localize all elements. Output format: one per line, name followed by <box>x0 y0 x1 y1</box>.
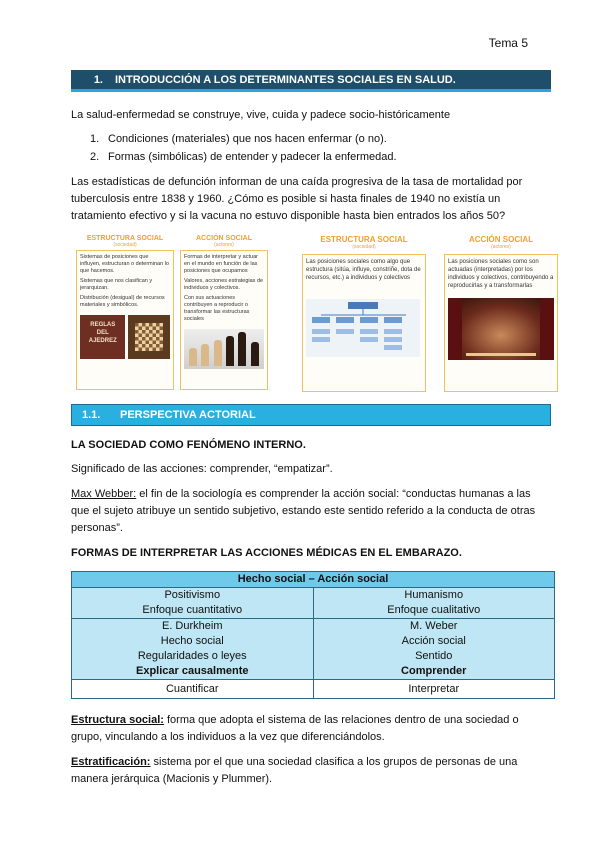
figure-subtitle: (sociedad) <box>352 244 376 250</box>
section-title: INTRODUCCIÓN A LOS DETERMINANTES SOCIALES EN SALUD. <box>115 73 456 86</box>
comparison-table <box>71 571 555 699</box>
table-row <box>72 619 555 680</box>
heading-sociedad: LA SOCIEDAD COMO FENÓMENO INTERNO. <box>71 439 306 451</box>
table-row <box>72 572 555 588</box>
table-cell: Interpretar <box>313 680 555 699</box>
figure-title: ACCIÓN SOCIAL <box>469 235 533 244</box>
section-1-1-heading <box>71 404 551 426</box>
estratificacion-term: Estratificación: <box>71 756 151 768</box>
table-cell: Cuantificar <box>72 680 314 699</box>
stats-paragraph: Las estadísticas de defunción informan de una caída progresiva de la tasa de mortalidad por tuberculosis entre 1838 y 1960. ¿Cómo es posible si hasta finales de 1940 no existía un tratamiento efectivo y si la vacuna no estuvo disponible hasta bien entrados los años 50? <box>71 176 523 222</box>
figure-subtitle: (actores) <box>214 242 234 248</box>
section-title: PERSPECTIVA ACTORIAL <box>120 409 256 421</box>
table-cell: E. Durkheim Hecho social Regularidades o leyes Explicar causalmente <box>72 619 314 680</box>
figure-box: Las posiciones sociales como son actuadas (interpretadas) por los individuos y colectivos, contribuyendo a reproducirlas y a transformarlas <box>444 254 558 392</box>
figure-box: Sistemas de posiciones que influyen, estructuran o determinan lo que hacemos. Sistemas que nos clasifican y jerarquizan. Distribución (desigual) de recursos materiales y simbólicos. REGLAS DEL AJEDREZ <box>76 250 174 390</box>
ordered-list <box>90 131 397 165</box>
figure-title: ESTRUCTURA SOCIAL <box>320 235 408 244</box>
chess-pieces-image <box>184 329 264 369</box>
page-number: Tema 5 <box>488 36 528 50</box>
figure-estructura-social-2 <box>302 235 426 385</box>
weber-text: el fin de la sociología es comprender la acción social: “conductas humanas a las que el sujeto atribuye un sentido subjetivo, estando este sentido referido a la conducta de otras personas”. <box>71 488 536 534</box>
figure-accion-social-2 <box>444 235 558 385</box>
figure-title: ESTRUCTURA SOCIAL <box>86 235 164 242</box>
figure-title: ACCIÓN SOCIAL <box>196 235 252 242</box>
list-item: 2. Formas (simbólicas) de entender y padecer la enfermedad. <box>90 151 397 163</box>
heading-formas: FORMAS DE INTERPRETAR LAS ACCIONES MÉDICAS EN EL EMBARAZO. <box>71 547 462 559</box>
figure-accion-social-1 <box>180 235 268 385</box>
estructura-term: Estructura social: <box>71 714 164 726</box>
estratificacion-paragraph <box>71 754 541 788</box>
figure-box: Las posiciones sociales como algo que estructura (sitúa, influye, constriñe, dota de recursos, etc.) a individuos y colectivos <box>302 254 426 392</box>
estructura-text: forma que adopta el sistema de las relaciones dentro de una sociedad o grupo, vinculando a los individuos a la vez que diferenciándolos. <box>71 714 519 743</box>
table-cell: Positivismo Enfoque cuantitativo <box>72 588 314 619</box>
chessboard-image <box>128 315 170 359</box>
section-1-heading <box>71 70 551 92</box>
section-number: 1.1. <box>82 409 101 421</box>
weber-paragraph <box>71 486 541 537</box>
table-header: Hecho social – Acción social <box>72 572 555 588</box>
table-row <box>72 680 555 699</box>
figure-estructura-social-1 <box>76 235 174 385</box>
chess-rules-book-image: REGLAS DEL AJEDREZ <box>80 315 125 359</box>
table-cell: Humanismo Enfoque cualitativo <box>313 588 555 619</box>
table-row <box>72 588 555 619</box>
section-number: 1. <box>93 73 103 86</box>
figure-subtitle: (sociedad) <box>113 242 137 248</box>
weber-name: Max Webber: <box>71 488 137 500</box>
theater-stage-image <box>448 298 554 360</box>
table-cell: M. Weber Acción social Sentido Comprender <box>313 619 555 680</box>
estructura-paragraph <box>71 712 541 746</box>
estratificacion-text: sistema por el que una sociedad clasifica a los grupos de personas de una manera jerárquica (Macionis y Plummer). <box>71 756 518 785</box>
figure-box: Formas de interpretar y actuar en el mundo en función de las posiciones que ocupamos Valores, acciones estrategias de individuos y colectivos. Con sus actuaciones contribuyen a reproducir o transformar las estructuras sociales <box>180 250 268 390</box>
intro-text: La salud-enfermedad se construye, vive, cuida y padece socio-históricamente <box>71 109 451 121</box>
figure-subtitle: (actores) <box>491 244 511 250</box>
org-chart-image <box>306 299 420 357</box>
significado-text: Significado de las acciones: comprender, “empatizar”. <box>71 463 333 475</box>
list-item: 1. Condiciones (materiales) que nos hacen enfermar (o no). <box>90 133 387 145</box>
